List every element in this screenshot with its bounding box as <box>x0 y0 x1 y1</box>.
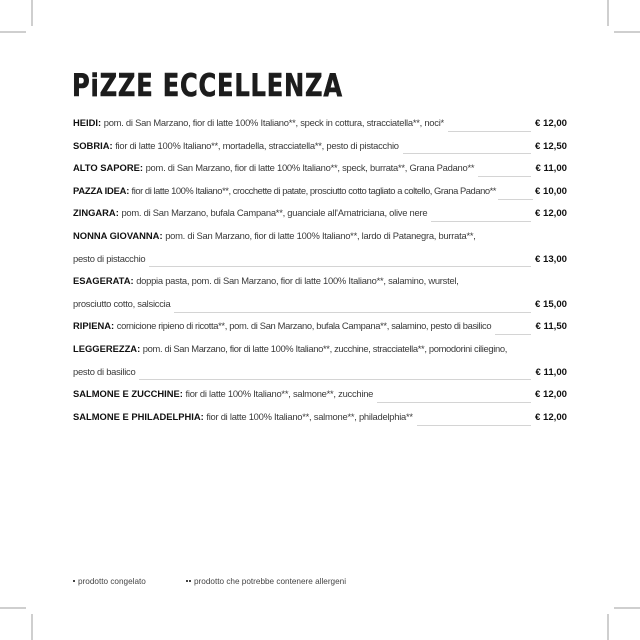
item-name: NONNA GIOVANNA: <box>73 229 163 241</box>
item-price: € 12,50 <box>535 140 568 152</box>
leader-line <box>417 425 531 426</box>
item-desc: fior di latte 100% Italiano**, salmone**, zucchine <box>185 388 374 400</box>
legend-frozen <box>73 577 186 586</box>
item-desc: pom. di San Marzano, bufala Campana**, guanciale all'Amatriciana, olive nere <box>121 207 428 219</box>
item-name: SALMONE E ZUCCHINE: <box>73 388 183 400</box>
item-name: ALTO SAPORE: <box>73 162 143 174</box>
menu-item-heidi <box>73 117 567 140</box>
menu-item-esagerata <box>73 275 567 298</box>
leader-line <box>149 266 531 267</box>
item-price: € 12,00 <box>535 208 568 220</box>
page-title: PiZZE ECCELLENZA <box>72 68 343 104</box>
item-price: € 11,50 <box>535 321 567 333</box>
menu-item-nonna-giovanna <box>73 230 567 253</box>
item-price: € 15,00 <box>535 298 568 310</box>
item-price: € 12,00 <box>535 389 568 401</box>
item-desc: pom. di San Marzano, fior di latte 100% Italiano**, speck, burrata**, Grana Padano** <box>145 162 475 174</box>
crop-mark-top-right-h <box>614 31 640 33</box>
menu-item-pazza-idea <box>73 185 567 208</box>
item-desc: pom. di San Marzano, fior di latte 100% Italiano**, zucchine, stracciatella**, pomodorini ciliegino, <box>142 342 507 354</box>
leader-line <box>495 334 531 335</box>
crop-mark-bottom-left-v <box>31 614 33 640</box>
crop-mark-bottom-right-v <box>607 614 609 640</box>
item-name: RIPIENA: <box>73 320 115 332</box>
item-desc: pom. di San Marzano, fior di latte 100% Italiano**, speck in cottura, stracciatella**, noci* <box>103 117 444 128</box>
crop-mark-top-left-v <box>31 0 33 26</box>
double-asterisk-icon-2 <box>189 580 191 582</box>
leader-line <box>431 221 531 222</box>
single-asterisk-icon <box>73 580 75 582</box>
crop-mark-top-right-v <box>607 0 609 26</box>
item-desc: fior di latte 100% Italiano**, crocchette di patate, prosciutto cotto tagliato a coltello, Grana Padano** <box>131 184 497 196</box>
menu-item-sobria <box>73 140 567 163</box>
footer-legend <box>73 577 346 586</box>
item-desc: pom. di San Marzano, fior di latte 100% Italiano**, lardo di Patanegra, burrata**, <box>165 229 476 241</box>
item-desc: fior di latte 100% Italiano**, mortadella, stracciatella**, pesto di pistacchio <box>115 139 399 151</box>
item-desc-cont: pesto di pistacchio <box>73 252 146 264</box>
item-name: ZINGARA: <box>73 207 119 219</box>
menu-item-nonna-giovanna-cont <box>73 253 567 276</box>
leader-line <box>448 131 531 132</box>
item-desc: doppia pasta, pom. di San Marzano, fior di latte 100% Italiano**, salamino, wurstel, <box>136 275 459 287</box>
leader-line <box>498 199 533 200</box>
item-name: HEIDI: <box>73 117 102 128</box>
menu-item-leggerezza <box>73 343 567 366</box>
leader-line <box>174 312 531 313</box>
menu-item-salmone-e-zucchine <box>73 388 567 411</box>
item-price: € 11,00 <box>535 366 567 378</box>
menu-item-leggerezza-cont <box>73 366 567 389</box>
legend-allergens-text: prodotto che potrebbe contenere allergeni <box>194 577 347 586</box>
menu-item-salmone-e-philadelphia <box>73 411 567 434</box>
item-price: € 12,00 <box>535 411 568 423</box>
item-name: PAZZA IDEA: <box>73 184 130 196</box>
leader-line <box>478 176 531 177</box>
menu-item-esagerata-cont <box>73 298 567 321</box>
menu-item-alto-sapore <box>73 162 567 185</box>
double-asterisk-icon <box>186 580 188 582</box>
crop-mark-bottom-right-h <box>614 607 640 609</box>
leader-line <box>139 379 531 380</box>
menu-item-zingara <box>73 207 567 230</box>
legend-allergens <box>186 577 346 586</box>
leader-line <box>403 153 531 154</box>
item-desc-cont: pesto di basilico <box>73 365 136 377</box>
item-desc-cont: prosciutto cotto, salsiccia <box>73 297 171 309</box>
crop-mark-bottom-left-h <box>0 607 26 609</box>
legend-frozen-text: prodotto congelato <box>78 577 146 586</box>
item-name: ESAGERATA: <box>73 275 134 287</box>
item-name: SOBRIA: <box>73 139 113 151</box>
item-desc: fior di latte 100% Italiano**, salmone**, philadelphia** <box>206 410 413 422</box>
item-price: € 11,00 <box>535 163 567 175</box>
menu-item-ripiena <box>73 320 567 343</box>
item-name: SALMONE E PHILADELPHIA: <box>73 410 204 422</box>
item-name: LEGGEREZZA: <box>73 342 141 354</box>
item-desc: cornicione ripieno di ricotta**, pom. di San Marzano, bufala Campana**, salamino, pesto di basilico <box>116 320 492 332</box>
leader-line <box>377 402 531 403</box>
item-price: € 12,00 <box>535 118 568 129</box>
crop-mark-top-left-h <box>0 31 26 33</box>
item-price: € 10,00 <box>535 185 568 197</box>
item-price: € 13,00 <box>535 253 568 265</box>
pizza-menu-list <box>73 117 567 433</box>
